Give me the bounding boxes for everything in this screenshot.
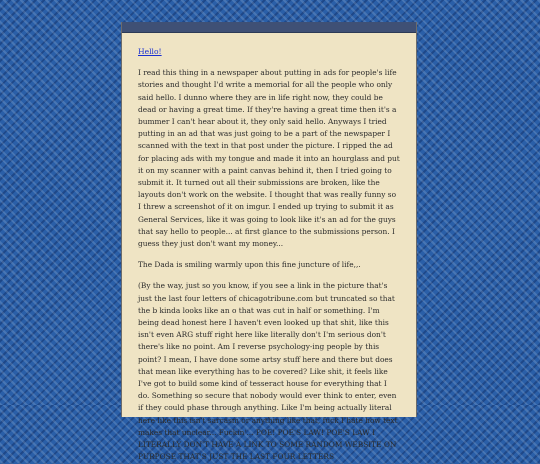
post-body [122, 33, 416, 464]
post-paragraph-1: I read this thing in a newspaper about putting in ads for people's life stories and thought I'd write a memorial for all the people who only said hello. I dunno where they are in life right now, they could be dead or having a great time. If they're having a great time then it's a bummer I can't hear about it, they only said hello. Anyways I tried putting in an ad that was just going to be a part of the newspaper I scanned with the text in that post under the picture. I ripped the ad for placing ads with my tongue and made it into an hourglass and put it on my scanner with a paint canvas behind it, then I tried going to submit it. It turned out all their submissions are broken, like the layouts don't work on the website. I thought that was really funny so I threw a screenshot of it on imgur. I ended up trying to submit it as General Services, like it was going to look like it's an ad for the guys that say hello to people... at first glance to the submissions person. I guess they just don't want my money... [138, 68, 400, 249]
post-paragraph-3: (By the way, just so you know, if you see a link in the picture that's just the last four letters of chicagotribune.com but truncated so that the b kinda looks like an o that was cut in half or something. I'm being dead honest here I haven't even looked up that shit, like this isn't even ARG stuff right here like literally don't I'm serious don't there's like no point. Am I reverse psychology-ing people by this point? I mean, I have done some artsy stuff here and there but does that mean like everything has to be covered? Like shit, it feels like I've got to build some kind of tesseract house for everything that I do. Something so secure that nobody would ever think to enter, even if they could phase through anything. Like I'm being actually literal here like this isn't sarcasm or anything like that, fuck I hate how text makes that unclear... Fuckin'... POE! POE'S LAW! POE'S LAW I LITERALLY DON'T HAVE A LINK TO SOME RANDOM WEBSITE ON PURPOSE THAT'S JUST THE LAST FOUR LETTERS [138, 281, 398, 462]
hello-link[interactable]: Hello! [138, 47, 162, 56]
header-bar [122, 22, 416, 33]
post-page [121, 22, 417, 462]
post-paragraph-2: The Dada is smiling warmly upon this fine juncture of life,,. [138, 260, 361, 270]
